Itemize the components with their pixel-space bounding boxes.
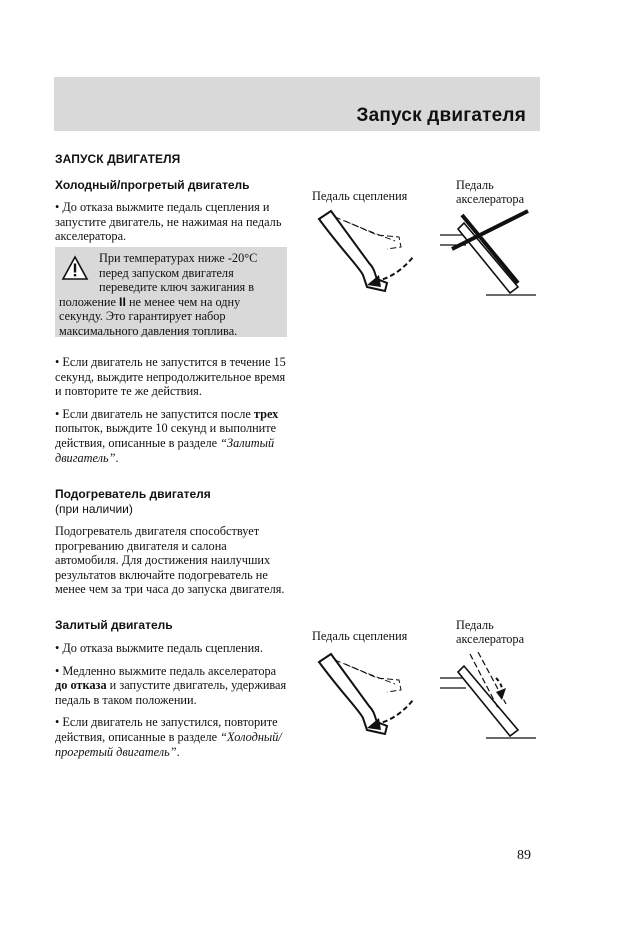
flooded-b3-part-a: Если двигатель не запустился, повторите действия, описанные в разделе bbox=[55, 715, 278, 744]
section-title: ЗАПУСК ДВИГАТЕЛЯ bbox=[55, 152, 181, 166]
warning-line-2a: положение bbox=[59, 294, 120, 309]
bullet-3-part-a: Если двигатель не запустится после bbox=[62, 406, 254, 421]
header-band bbox=[54, 77, 540, 131]
heater-title: Подогреватель двигателя bbox=[55, 487, 211, 501]
bullet-3-part-c: . bbox=[115, 450, 119, 465]
fig1-accel-pedal-illustration bbox=[440, 205, 540, 305]
cold-engine-bullet-3 bbox=[55, 407, 291, 465]
cold-engine-bullet-1: • До отказа выжмите педаль сцепления и запустите двигатель, не нажимая на педаль акселератора. bbox=[55, 200, 291, 244]
bullet-3-bold: трех bbox=[253, 406, 279, 421]
heater-block bbox=[55, 487, 291, 597]
page-number: 89 bbox=[517, 848, 531, 863]
fig2-clutch-label: Педаль сцепления bbox=[312, 629, 408, 643]
bullet-3-italic-ref: “Залитый двигатель” bbox=[55, 435, 275, 465]
fig1-clutch-label: Педаль сцепления bbox=[312, 189, 408, 203]
warning-line-2b: не менее чем на одну секунду. Это гарантирует набор максимального давления топлива. bbox=[59, 294, 241, 338]
flooded-bullet-2 bbox=[55, 664, 291, 708]
cold-engine-title: Холодный/прогретый двигатель bbox=[55, 178, 250, 192]
fig2-accel-label: Педаль акселератора bbox=[456, 618, 525, 646]
flooded-block bbox=[55, 618, 291, 759]
fig1-clutch-pedal-illustration bbox=[305, 205, 430, 305]
flooded-bullet-3 bbox=[55, 715, 291, 759]
heater-text: Подогреватель двигателя способствует прогреванию двигателя и салона автомобиля. Для достижения наилучших результатов включайте подогреватель не менее чем за три часа до запуска двигателя. bbox=[55, 524, 285, 597]
fig2-accel-pedal-illustration bbox=[440, 648, 540, 748]
fig2-clutch-pedal-illustration bbox=[305, 648, 430, 748]
flooded-b2-part-b: и запустите двигатель, удерживая педаль в таком положении. bbox=[55, 678, 287, 707]
warning-key-position: II bbox=[119, 294, 126, 309]
flooded-b2-bold: до отказа bbox=[55, 678, 107, 693]
flooded-b2-part-a: Медленно выжмите педаль акселератора bbox=[62, 663, 277, 678]
warning-text bbox=[59, 251, 283, 339]
fig1-accel-label: Педаль акселератора bbox=[456, 178, 525, 206]
warning-box bbox=[55, 247, 287, 337]
bullet-3-part-b: попыток, выждите 10 секунд и выполните действия, описанные в разделе bbox=[55, 421, 277, 450]
cold-engine-more bbox=[55, 355, 291, 465]
warning-line-1: При температурах ниже -20°C перед запуском двигателя переведите ключ зажигания в bbox=[99, 251, 258, 295]
heater-note: (при наличии) bbox=[55, 502, 133, 516]
flooded-title: Залитый двигатель bbox=[55, 618, 173, 632]
cold-engine-block bbox=[55, 178, 291, 244]
flooded-b3-italic-ref: “Холодный/прогретый двигатель” bbox=[55, 729, 282, 759]
page-header-title: Запуск двигателя bbox=[356, 105, 526, 126]
cold-engine-bullet-2: • Если двигатель не запустится в течение 15 секунд, выждите непродолжительное время и повторите те же действия. bbox=[55, 355, 291, 399]
flooded-b3-part-b: . bbox=[176, 744, 180, 759]
flooded-bullet-1: • До отказа выжмите педаль сцепления. bbox=[55, 641, 291, 656]
